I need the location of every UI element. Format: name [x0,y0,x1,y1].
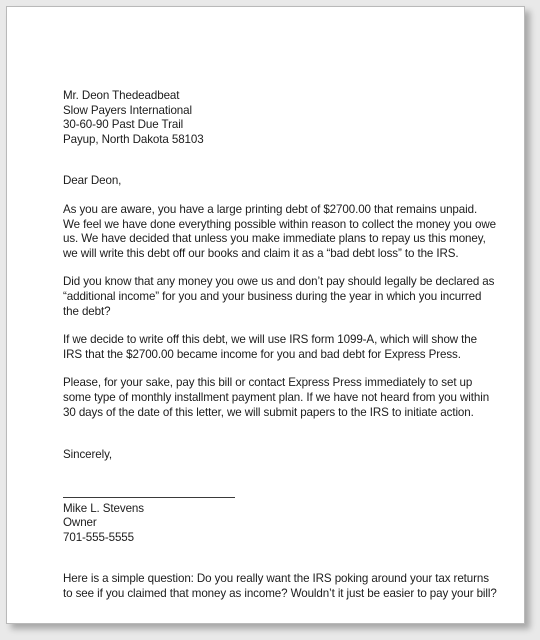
paragraph-line: us. We have decided that unless you make immediate plans to repay us this money, [63,232,486,246]
paragraph-2 [63,275,503,319]
paragraph-line: we will write this debt off our books and claim it as a “bad debt loss” to the IRS. [63,246,459,260]
paragraph-line: We feel we have done everything possible within reason to collect the money you owe [63,217,496,231]
salutation [63,174,503,189]
signer-title: Owner [63,516,97,530]
postscript [63,572,503,601]
postscript-line: Here is a simple question: Do you really want the IRS poking around your tax returns [63,572,489,586]
closing-text: Sincerely, [63,448,113,462]
paragraph-line: the debt? [63,304,111,318]
postscript-line: to see if you claimed that money as income? Wouldn’t it just be easier to pay your bill? [63,587,497,601]
paragraph-line: “additional income” for you and your business during the year in which you incurred [63,289,482,303]
paragraph-line: IRS that the $2700.00 became income for you and bad debt for Express Press. [63,347,461,361]
paragraph-line: As you are aware, you have a large printing debt of $2700.00 that remains unpaid. [63,202,478,216]
salutation-text: Dear Deon, [63,174,122,188]
recipient-street: 30-60-90 Past Due Trail [63,118,184,132]
paragraph-line: If we decide to write off this debt, we will use IRS form 1099-A, which will show the [63,333,477,347]
paragraph-1 [63,203,503,261]
letter-page [6,6,525,624]
signature-line [63,497,235,498]
signer-phone: 701-555-5555 [63,530,135,544]
recipient-city-state-zip: Payup, North Dakota 58103 [63,132,204,146]
signature-block [63,502,503,546]
paragraph-line: 30 days of the date of this letter, we will submit papers to the IRS to initiate action. [63,405,474,419]
closing [63,448,503,463]
letter-body [63,89,503,602]
recipient-company: Slow Payers International [63,103,192,117]
paragraph-line: Did you know that any money you owe us and don’t pay should legally be declared as [63,275,495,289]
recipient-address [63,89,503,147]
recipient-name: Mr. Deon Thedeadbeat [63,89,180,102]
paragraph-4 [63,376,503,420]
paragraph-3 [63,333,503,362]
paragraph-line: Please, for your sake, pay this bill or contact Express Press immediately to set up [63,376,473,390]
signer-name: Mike L. Stevens [63,501,144,515]
paragraph-line: some type of monthly installment payment plan. If we have not heard from you within [63,390,490,404]
